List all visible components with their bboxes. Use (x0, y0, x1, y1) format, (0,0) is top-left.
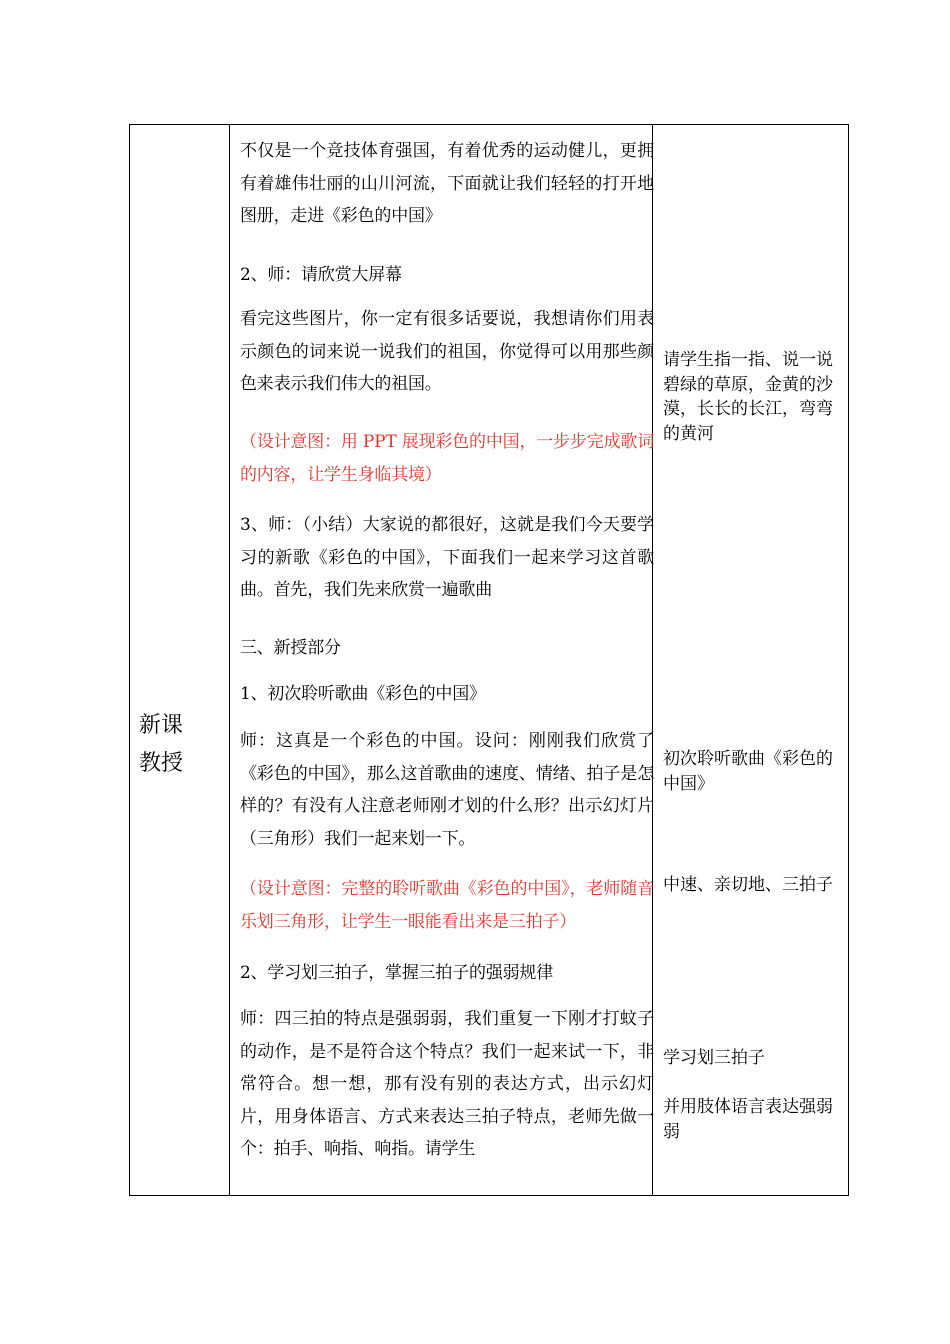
teaching-step: 2、学习划三拍子，掌握三拍子的强弱规律 (240, 963, 554, 983)
design-intent-note: （设计意图：完整的聆听歌曲《彩色的中国》，老师随音乐划三角形，让学生一眼能看出来是三拍子） (240, 879, 654, 932)
student-activity: 初次聆听歌曲《彩色的中国》 (663, 749, 833, 794)
student-activity: 中速、亲切地、三拍子 (663, 875, 833, 895)
teaching-paragraph: 师：这真是一个彩色的中国。设问：刚刚我们欣赏了《彩色的中国》，那么这首歌曲的速度、情绪、拍子是怎样的？有没有人注意老师刚才划的什么形？出示幻灯片（三角形）我们一起来划一下。 (240, 731, 654, 849)
student-activity: 学习划三拍子 (663, 1048, 765, 1068)
teaching-paragraph: 不仅是一个竞技体育强国，有着优秀的运动健儿，更拥有着雄伟壮丽的山川河流，下面就让我们轻轻的打开地图册，走进《彩色的中国》 (240, 141, 654, 226)
design-intent-note: （设计意图：用 PPT 展现彩色的中国，一步步完成歌词的内容，让学生身临其境） (240, 432, 654, 485)
stage-label-line: 教授 (139, 751, 184, 776)
lesson-table (129, 124, 849, 1196)
teaching-step: 1、初次聆听歌曲《彩色的中国》 (240, 684, 486, 704)
stage-label (139, 707, 183, 783)
section-heading: 三、新授部分 (240, 638, 341, 658)
student-activity: 请学生指一指、说一说碧绿的草原，金黄的沙漠，长长的长江，弯弯的黄河 (663, 350, 833, 444)
teaching-paragraph: 看完这些图片，你一定有很多话要说，我想请你们用表示颜色的词来说一说我们的祖国，你觉得可以用那些颜色来表示我们伟大的祖国。 (240, 309, 654, 394)
teaching-paragraph: 师：四三拍的特点是强弱弱，我们重复一下刚才打蚊子的动作，是不是符合这个特点？我们一起来试一下，非常符合。想一想，那有没有别的表达方式，出示幻灯片，用身体语言、方式来表达三拍子特点，老师先做一个：拍手、响指、响指。请学生 (240, 1009, 654, 1159)
student-activity: 并用肢体语言表达强弱弱 (663, 1097, 833, 1142)
teaching-paragraph: 3、师：（小结）大家说的都很好，这就是我们今天要学习的新歌《彩色的中国》，下面我们一起来学习这首歌曲。首先，我们先来欣赏一遍歌曲 (240, 515, 654, 600)
column-divider (229, 125, 230, 1195)
stage-label-line: 新课 (139, 713, 184, 738)
teaching-step: 2、师：请欣赏大屏幕 (240, 265, 402, 285)
